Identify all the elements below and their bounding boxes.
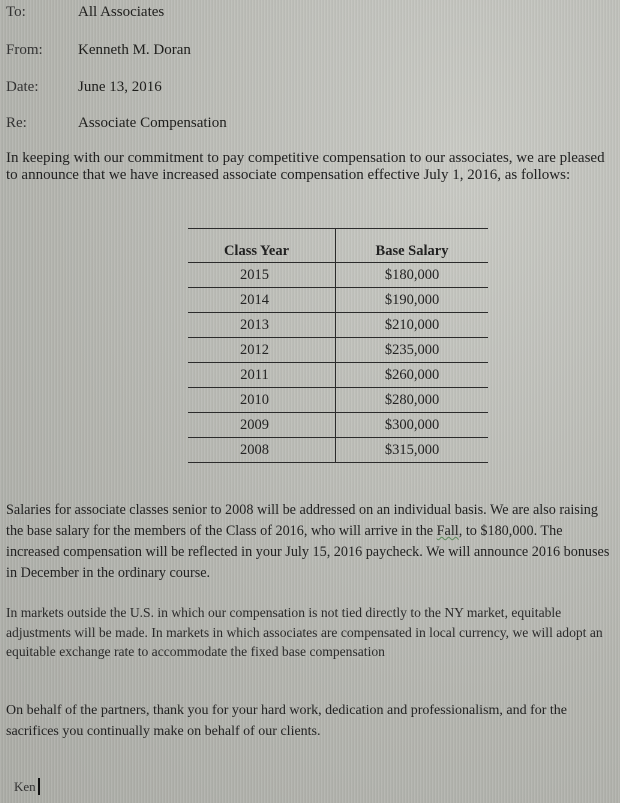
- date-label: Date:: [6, 79, 39, 95]
- class-year-cell: 2009: [188, 413, 336, 438]
- salaries-text-end: , to $180,000. The increased compensation will be reflected in your July 15, 2016 paycheck. We will announce 2016 bonuses in December in the ordinary course.: [6, 523, 610, 581]
- base-salary-cell: $235,000: [336, 338, 489, 363]
- signature-text: Ken: [14, 779, 36, 794]
- from-label: From:: [6, 42, 43, 58]
- date-value: June 13, 2016: [78, 79, 162, 95]
- salary-table: [188, 228, 488, 463]
- class-year-cell: 2014: [188, 288, 336, 313]
- re-value: Associate Compensation: [78, 115, 227, 131]
- table-row: [188, 263, 488, 288]
- base-salary-header: Base Salary: [336, 229, 489, 263]
- salaries-paragraph: [6, 500, 616, 584]
- base-salary-cell: $315,000: [336, 438, 489, 463]
- class-year-cell: 2010: [188, 388, 336, 413]
- signature-line[interactable]: [14, 778, 40, 795]
- class-year-cell: 2015: [188, 263, 336, 288]
- intro-paragraph: In keeping with our commitment to pay competitive compensation to our associates, we are pleased to announce that we have increased associate compensation effective July 1, 2016, as follows:: [6, 150, 605, 183]
- to-value: All Associates: [78, 4, 165, 20]
- spellcheck-flagged-word[interactable]: Fall: [436, 523, 459, 539]
- table-row: [188, 388, 488, 413]
- base-salary-cell: $260,000: [336, 363, 489, 388]
- salaries-text-start: Salaries for associate classes senior to 2008 will be addressed on an individual basis. We are also raising the base salary for the members of the Class of 2016, who will arrive in the: [6, 502, 598, 539]
- class-year-cell: 2012: [188, 338, 336, 363]
- text-cursor: [38, 778, 40, 795]
- table-row: [188, 413, 488, 438]
- table-header-row: [188, 229, 488, 263]
- re-label: Re:: [6, 115, 27, 131]
- to-label: To:: [6, 4, 26, 20]
- table-row: [188, 363, 488, 388]
- base-salary-cell: $280,000: [336, 388, 489, 413]
- from-value: Kenneth M. Doran: [78, 42, 191, 58]
- base-salary-cell: $180,000: [336, 263, 489, 288]
- thanks-paragraph: On behalf of the partners, thank you for your hard work, dedication and professionalism, and for the sacrifices you continually make on behalf of our clients.: [6, 703, 568, 739]
- class-year-cell: 2008: [188, 438, 336, 463]
- markets-paragraph: In markets outside the U.S. in which our compensation is not tied directly to the NY market, equitable adjustments will be made. In markets in which associates are compensated in local currency, we will adopt an equitable exchange rate to accommodate the fixed base compensation: [6, 605, 603, 659]
- base-salary-cell: $300,000: [336, 413, 489, 438]
- base-salary-cell: $210,000: [336, 313, 489, 338]
- table-row: [188, 438, 488, 463]
- table-row: [188, 313, 488, 338]
- class-year-cell: 2013: [188, 313, 336, 338]
- table-row: [188, 338, 488, 363]
- class-year-cell: 2011: [188, 363, 336, 388]
- class-year-header: Class Year: [188, 229, 336, 263]
- base-salary-cell: $190,000: [336, 288, 489, 313]
- table-row: [188, 288, 488, 313]
